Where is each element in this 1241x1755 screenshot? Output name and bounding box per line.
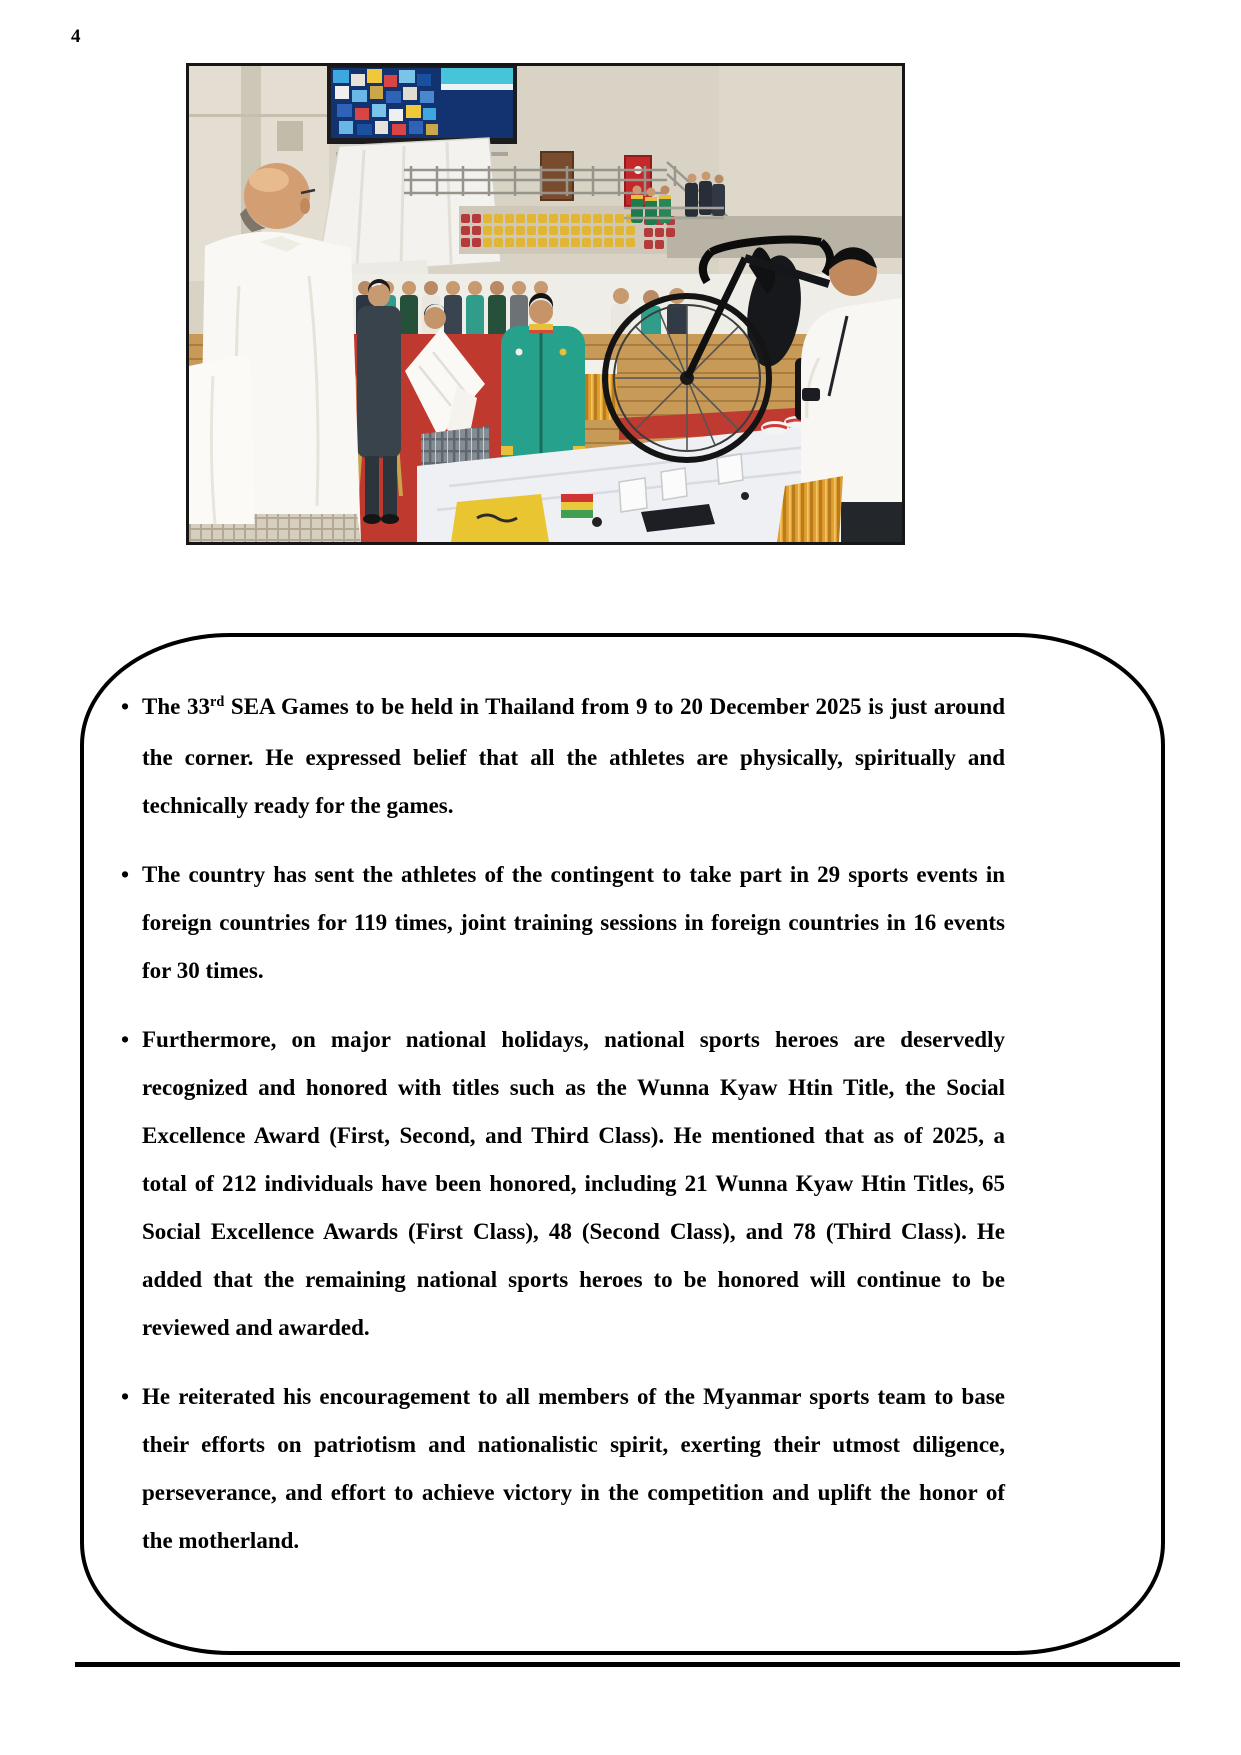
bullet-icon: • (120, 1027, 130, 1052)
bullet-text-segment: SEA Games to be held in Thailand from 9 to 20 December 2025 is just around the corner. He expressed belief that all the athletes are physically, spiritually and technically ready for the games. (142, 694, 1006, 818)
bullet-text: The country has sent the athletes of the contingent to take part in 29 sports events in foreign countries for 119 times, joint training sessions in foreign countries in 16 events for 30 times. (142, 862, 1005, 983)
bullet-icon: • (120, 1384, 130, 1409)
gold-table-skirt (777, 476, 843, 542)
bullet-text (142, 683, 1005, 830)
list-item (108, 851, 1005, 995)
bullet-text-segment: The 33 (142, 694, 210, 719)
news-photo (186, 63, 905, 545)
flag-card (561, 494, 593, 518)
list-item (108, 683, 1005, 830)
bullet-text: He reiterated his encouragement to all members of the Myanmar sports team to base their efforts on patriotism and nationalistic spirit, exerting their utmost diligence, perseverance, and effort to achieve victory in the competition and uplift the honor of the motherland. (142, 1384, 1005, 1553)
summary-text-box (80, 633, 1165, 1655)
wristwatch (802, 388, 820, 401)
footer-rule (75, 1662, 1180, 1667)
list-item (108, 1016, 1005, 1352)
page-number: 4 (71, 26, 81, 47)
arena-photo-illustration (189, 66, 902, 542)
bullet-icon: • (120, 694, 130, 719)
bullet-text: Furthermore, on major national holidays, national sports heroes are deservedly recognized and honored with titles such as the Wunna Kyaw Htin Title, the Social Excellence Award (First, Second, and Third Class). He mentioned that as of 2025, a total of 212 individuals have been honored, including 21 Wunna Kyaw Htin Titles, 65 Social Excellence Awards (First Class), 48 (Second Class), and 78 (Third Class). He added that the remaining national sports heroes to be honored will continue to be reviewed and awarded. (142, 1027, 1005, 1340)
ordinal-superscript: rd (210, 694, 225, 711)
bullet-icon: • (120, 862, 130, 887)
list-item (108, 1373, 1005, 1565)
far-left-man (189, 356, 255, 542)
